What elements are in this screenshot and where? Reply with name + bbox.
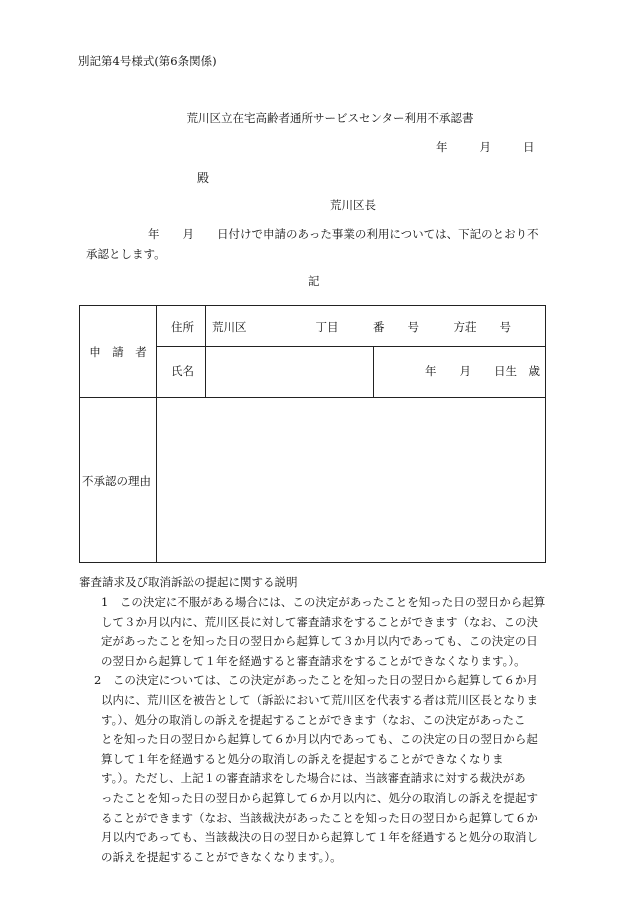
form-number-label: 別記第4号様式(第6条関係) bbox=[78, 54, 217, 68]
item2-line: 以内に、荒川区を被告として（訴訟において荒川区を代表する者は荒川区長となりま bbox=[101, 692, 538, 707]
item2-line: ることができます（なお、当該裁決があったことを知った日の翌日から起算して６か bbox=[101, 810, 538, 825]
explanation-heading: 審査請求及び取消訴訟の提起に関する説明 bbox=[79, 575, 298, 589]
ki-heading: 記 bbox=[308, 274, 320, 288]
applicant-label: 申 請 者 bbox=[89, 345, 147, 359]
item2-line: ったことを知った日の翌日から起算して６か月以内に、処分の取消しの訴えを提起す bbox=[101, 790, 538, 805]
applicant-table bbox=[79, 305, 546, 563]
date-year: 年 bbox=[436, 140, 448, 154]
item1-line: して３か月以内に、荒川区長に対して審査請求をすることができます（なお、この決 bbox=[101, 614, 538, 629]
birth-date: 年 月 日生 歳 bbox=[425, 364, 540, 378]
issue-date bbox=[436, 139, 535, 155]
issuer-name: 荒川区長 bbox=[330, 198, 376, 212]
item1-line: の翌日から起算して１年を経過すると審査請求をすることができなくなります。）。 bbox=[101, 653, 526, 668]
item1-line: 1 この決定に不服がある場合には、この決定があったことを知った日の翌日から起算 bbox=[101, 595, 546, 609]
item2-line: す。）、処分の取消しの訴えを提起することができます（なお、この決定があったこ bbox=[101, 712, 526, 727]
item2-line: の訴えを提起することができなくなります。）。 bbox=[101, 849, 342, 864]
address-label: 住所 bbox=[171, 320, 194, 334]
document-title: 荒川区立在宅高齢者通所サービスセンター利用不承認書 bbox=[186, 111, 474, 125]
item2-line: 月以内であっても、当該裁決の日の翌日から起算して１年を経過すると処分の取消し bbox=[101, 830, 538, 845]
date-month: 月 bbox=[479, 140, 491, 154]
addressee-honorific: 殿 bbox=[197, 171, 210, 185]
explanation-items bbox=[80, 593, 555, 867]
item2-line: す。）。ただし、上記１の審査請求をした場合には、当該審査請求に対する裁決があ bbox=[101, 771, 526, 786]
reason-label: 不承認の理由 bbox=[82, 474, 151, 488]
address-value: 荒川区 丁目 番 号 方荘 号 bbox=[212, 320, 511, 334]
date-day: 日 bbox=[523, 140, 535, 154]
item2-line: とを知った日の翌日から起算して６か月以内であっても、この決定の日の翌日から起 bbox=[101, 732, 538, 747]
body-paragraph bbox=[80, 224, 550, 264]
item2-line: 算して１年を経過すると処分の取消しの訴えを提起することができなくなりま bbox=[101, 751, 504, 766]
body-line-1: 年 月 日付けで申請のあった事業の利用については、下記のとおり不 bbox=[148, 227, 539, 241]
item1-line: 定があったことを知った日の翌日から起算して３か月以内であっても、この決定の日 bbox=[101, 634, 538, 649]
body-line-2: 承認とします。 bbox=[86, 247, 166, 261]
item2-line: 2 この決定については、この決定があったことを知った日の翌日から起算して６か月 bbox=[94, 673, 538, 688]
name-label: 氏名 bbox=[171, 364, 194, 378]
